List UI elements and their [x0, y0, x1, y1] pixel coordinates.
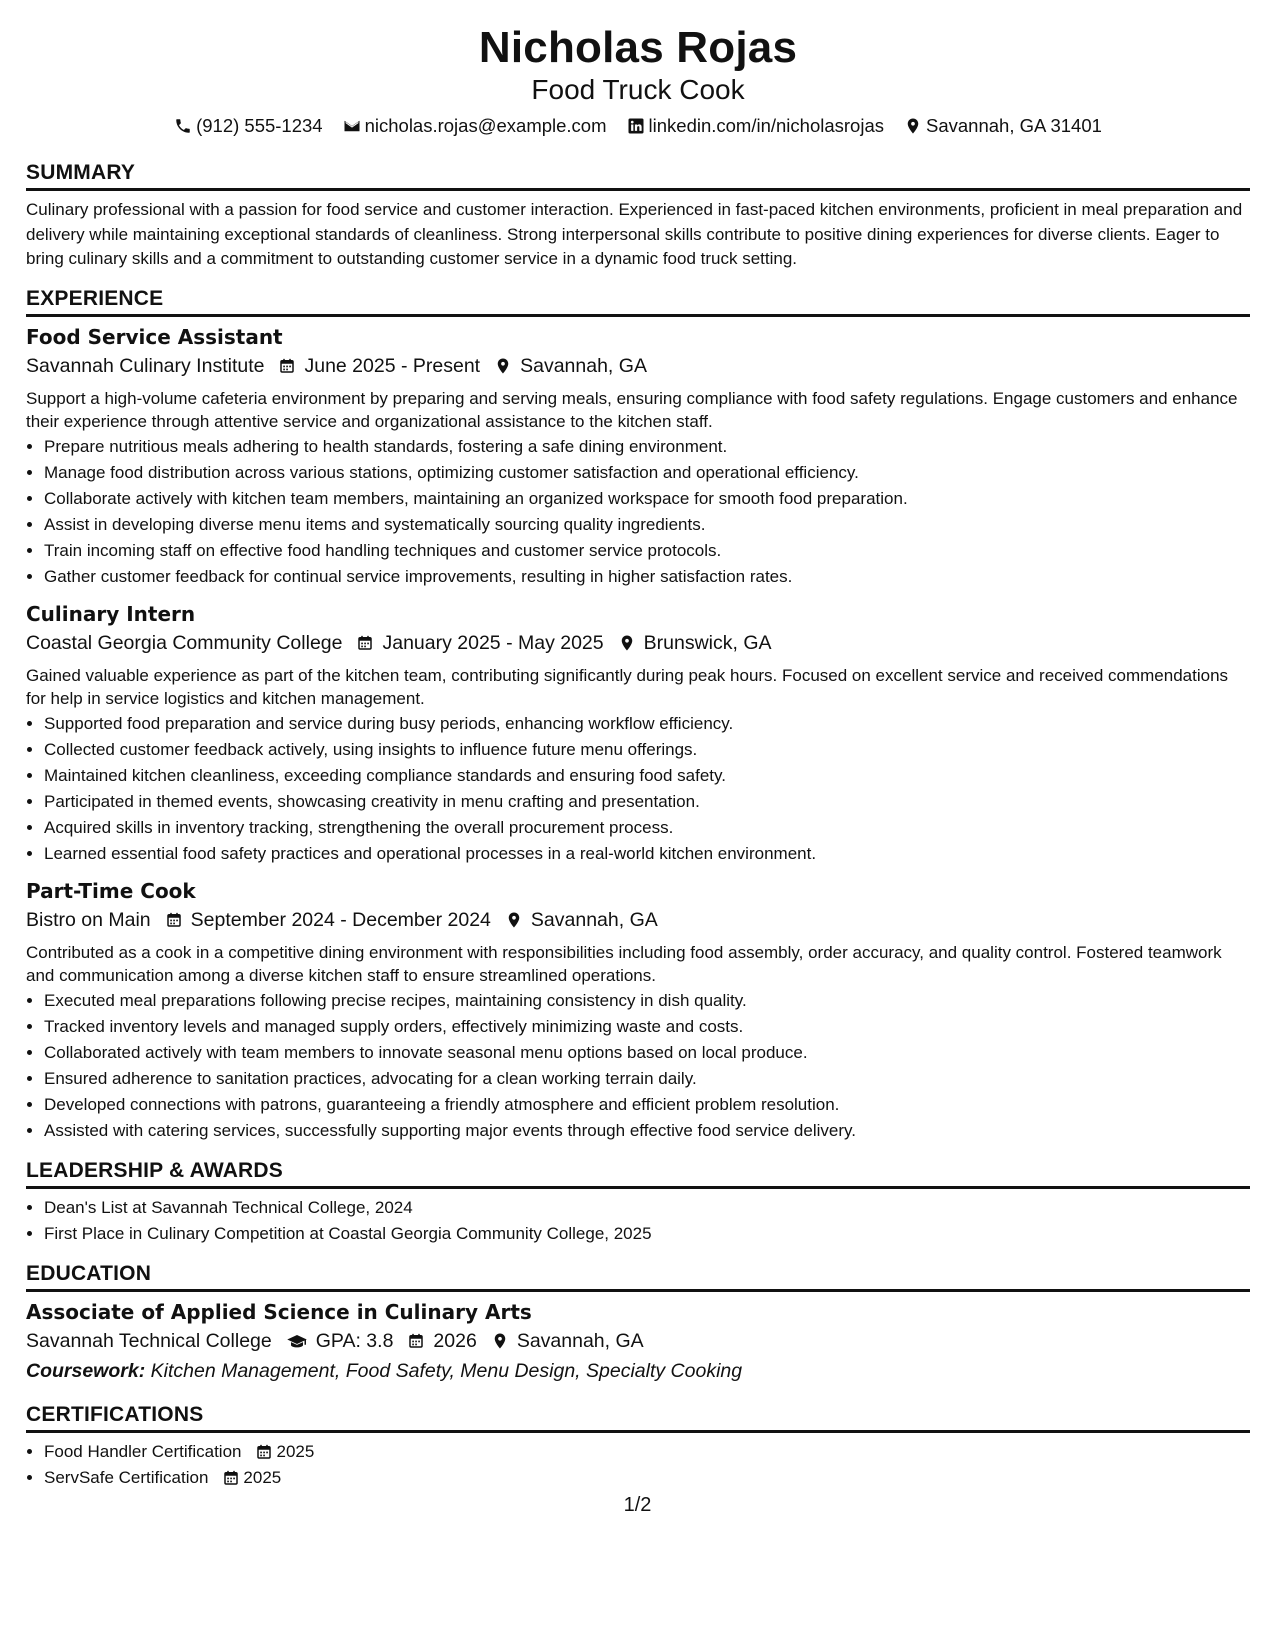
contact-email-text: nicholas.rojas@example.com — [364, 115, 607, 136]
section-title: EXPERIENCE — [26, 286, 1250, 317]
envelope-icon — [343, 117, 361, 135]
job-location: Savannah, GA — [530, 908, 658, 931]
map-pin-icon — [904, 117, 922, 135]
gpa: GPA: 3.8 — [315, 1329, 394, 1352]
linkedin-icon — [627, 117, 645, 135]
list-item: • Participated in themed events, showcasing creativity in menu crafting and presentation. — [44, 789, 1250, 815]
list-item: • Train incoming staff on effective food handling techniques and customer service protocols. — [44, 538, 1250, 564]
list-item: • Tracked inventory levels and managed supply orders, effectively minimizing waste and costs. — [44, 1014, 1250, 1040]
list-item: • First Place in Culinary Competition at Coastal Georgia Community College, 2025 — [44, 1221, 1250, 1247]
calendar-icon — [278, 357, 296, 375]
list-item: • Acquired skills in inventory tracking, strengthening the overall procurement process. — [44, 815, 1250, 841]
candidate-name: Nicholas Rojas — [478, 23, 798, 72]
job-location: Brunswick, GA — [643, 631, 772, 654]
job-entry — [26, 600, 1250, 867]
job-org: Savannah Culinary Institute — [26, 354, 265, 377]
job-entry — [26, 877, 1250, 1144]
contact-email[interactable] — [343, 114, 607, 138]
job-entry — [26, 323, 1250, 590]
job-dates: September 2024 - December 2024 — [190, 908, 491, 931]
map-pin-icon — [494, 357, 512, 375]
list-item: • Collected customer feedback actively, using insights to influence future menu offerings. — [44, 737, 1250, 763]
list-item: • Supported food preparation and service during busy periods, enhancing workflow efficiency. — [44, 711, 1250, 737]
map-pin-icon — [491, 1332, 509, 1350]
phone-icon — [174, 117, 192, 135]
job-bullets — [26, 711, 1250, 867]
list-item: • Developed connections with patrons, guaranteeing a friendly atmosphere and efficient problem resolution. — [44, 1092, 1250, 1118]
job-title: Part-Time Cook — [26, 878, 196, 903]
job-dates: January 2025 - May 2025 — [382, 631, 604, 654]
cert-year: 2025 — [276, 1441, 315, 1461]
job-org: Bistro on Main — [26, 908, 151, 931]
certifications-section — [26, 1402, 1250, 1491]
summary-text: Culinary professional with a passion for food service and customer interaction. Experienced in fast-paced kitchen environments, proficient in meal preparation and delivery while maintaining exceptional standards of cleanliness. Strong interpersonal skills contribute to positive dining experiences for diverse clients. Eager to bring culinary skills and a commitment to outstanding customer service in a dynamic food truck setting. — [26, 200, 1243, 268]
list-item: • Manage food distribution across various stations, optimizing customer satisfaction and operational efficiency. — [44, 460, 1250, 486]
job-title: Culinary Intern — [26, 601, 196, 626]
list-item: • Learned essential food safety practices and operational processes in a real-world kitchen environment. — [44, 841, 1250, 867]
job-location: Savannah, GA — [520, 354, 647, 377]
job-bullets — [26, 988, 1250, 1144]
job-description: Gained valuable experience as part of the kitchen team, contributing significantly during peak hours. Focused on excellent service and received commendations for help in service logistics and kitchen management. — [26, 665, 1229, 708]
section-title: LEADERSHIP & AWARDS — [26, 1158, 1250, 1189]
calendar-icon — [222, 1469, 240, 1487]
job-meta — [26, 351, 1250, 381]
job-meta — [26, 905, 1250, 935]
education-meta — [26, 1326, 1250, 1356]
certifications-list — [26, 1439, 1250, 1491]
job-bullets — [26, 434, 1250, 590]
cert-name: • ServSafe Certification — [44, 1467, 209, 1487]
job-description: Support a high-volume cafeteria environment by preparing and serving meals, ensuring compliance with food safety regulations. Engage customers and enhance their experience through attentive service and organizational assistance to the kitchen staff. — [26, 388, 1238, 431]
list-item: • Executed meal preparations following precise recipes, maintaining consistency in dish quality. — [44, 988, 1250, 1014]
section-title: CERTIFICATIONS — [26, 1402, 1250, 1433]
contact-location-text: Savannah, GA 31401 — [926, 115, 1102, 136]
calendar-icon — [255, 1443, 273, 1461]
graduation-year: 2026 — [433, 1329, 477, 1352]
cert-name: • Food Handler Certification — [44, 1441, 242, 1461]
experience-section — [26, 286, 1250, 1144]
list-item: • Collaborate actively with kitchen team members, maintaining an organized workspace for smooth food preparation. — [44, 486, 1250, 512]
section-title: SUMMARY — [26, 160, 1250, 191]
graduation-cap-icon — [286, 1332, 308, 1350]
school-location: Savannah, GA — [516, 1329, 644, 1352]
calendar-icon — [356, 634, 374, 652]
calendar-icon — [407, 1332, 425, 1350]
list-item: • Gather customer feedback for continual service improvements, resulting in higher satisfaction rates. — [44, 564, 1250, 590]
contact-phone[interactable] — [174, 114, 323, 138]
job-title: Food Service Assistant — [26, 324, 283, 349]
job-org: Coastal Georgia Community College — [26, 631, 343, 654]
list-item — [44, 1439, 1250, 1465]
job-dates: June 2025 - Present — [304, 354, 481, 377]
coursework-label: Coursework: — [26, 1359, 146, 1382]
contact-bar — [26, 114, 1250, 138]
list-item: • Collaborated actively with team members to innovate seasonal menu options based on local produce. — [44, 1040, 1250, 1066]
list-item: • Assisted with catering services, successfully supporting major events through effective food service delivery. — [44, 1118, 1250, 1144]
list-item: • Assist in developing diverse menu items and systematically sourcing quality ingredients. — [44, 512, 1250, 538]
page-number: 1/2 — [623, 1494, 652, 1516]
education-entry — [26, 1298, 1250, 1386]
contact-location — [904, 114, 1102, 138]
summary-section — [26, 160, 1250, 272]
map-pin-icon — [505, 911, 523, 929]
cert-year: 2025 — [243, 1467, 282, 1487]
awards-list — [26, 1195, 1250, 1247]
list-item: • Prepare nutritious meals adhering to health standards, fostering a safe dining environment. — [44, 434, 1250, 460]
leadership-section — [26, 1158, 1250, 1247]
candidate-title: Food Truck Cook — [531, 74, 745, 105]
education-section — [26, 1261, 1250, 1386]
coursework — [26, 1356, 1250, 1386]
contact-linkedin-text: linkedin.com/in/nicholasrojas — [648, 115, 884, 136]
list-item: • Dean's List at Savannah Technical College, 2024 — [44, 1195, 1250, 1221]
job-description: Contributed as a cook in a competitive dining environment with responsibilities including food assembly, order accuracy, and quality control. Fostered teamwork and communication among a diverse kitchen staff to ensure streamlined operations. — [26, 942, 1222, 985]
contact-linkedin[interactable] — [627, 114, 884, 138]
section-title: EDUCATION — [26, 1261, 1250, 1292]
list-item — [44, 1465, 1250, 1491]
job-meta — [26, 628, 1250, 658]
degree-title: Associate of Applied Science in Culinary Arts — [26, 1299, 532, 1324]
map-pin-icon — [618, 634, 636, 652]
list-item: • Maintained kitchen cleanliness, exceeding compliance standards and ensuring food safety. — [44, 763, 1250, 789]
school-name: Savannah Technical College — [26, 1329, 272, 1352]
list-item: • Ensured adherence to sanitation practices, advocating for a clean working terrain daily. — [44, 1066, 1250, 1092]
coursework-text: Kitchen Management, Food Safety, Menu Design, Specialty Cooking — [150, 1359, 743, 1382]
resume-page — [26, 22, 1250, 1491]
contact-phone-text: (912) 555-1234 — [196, 115, 323, 136]
resume-header — [26, 22, 1250, 138]
calendar-icon — [165, 911, 183, 929]
